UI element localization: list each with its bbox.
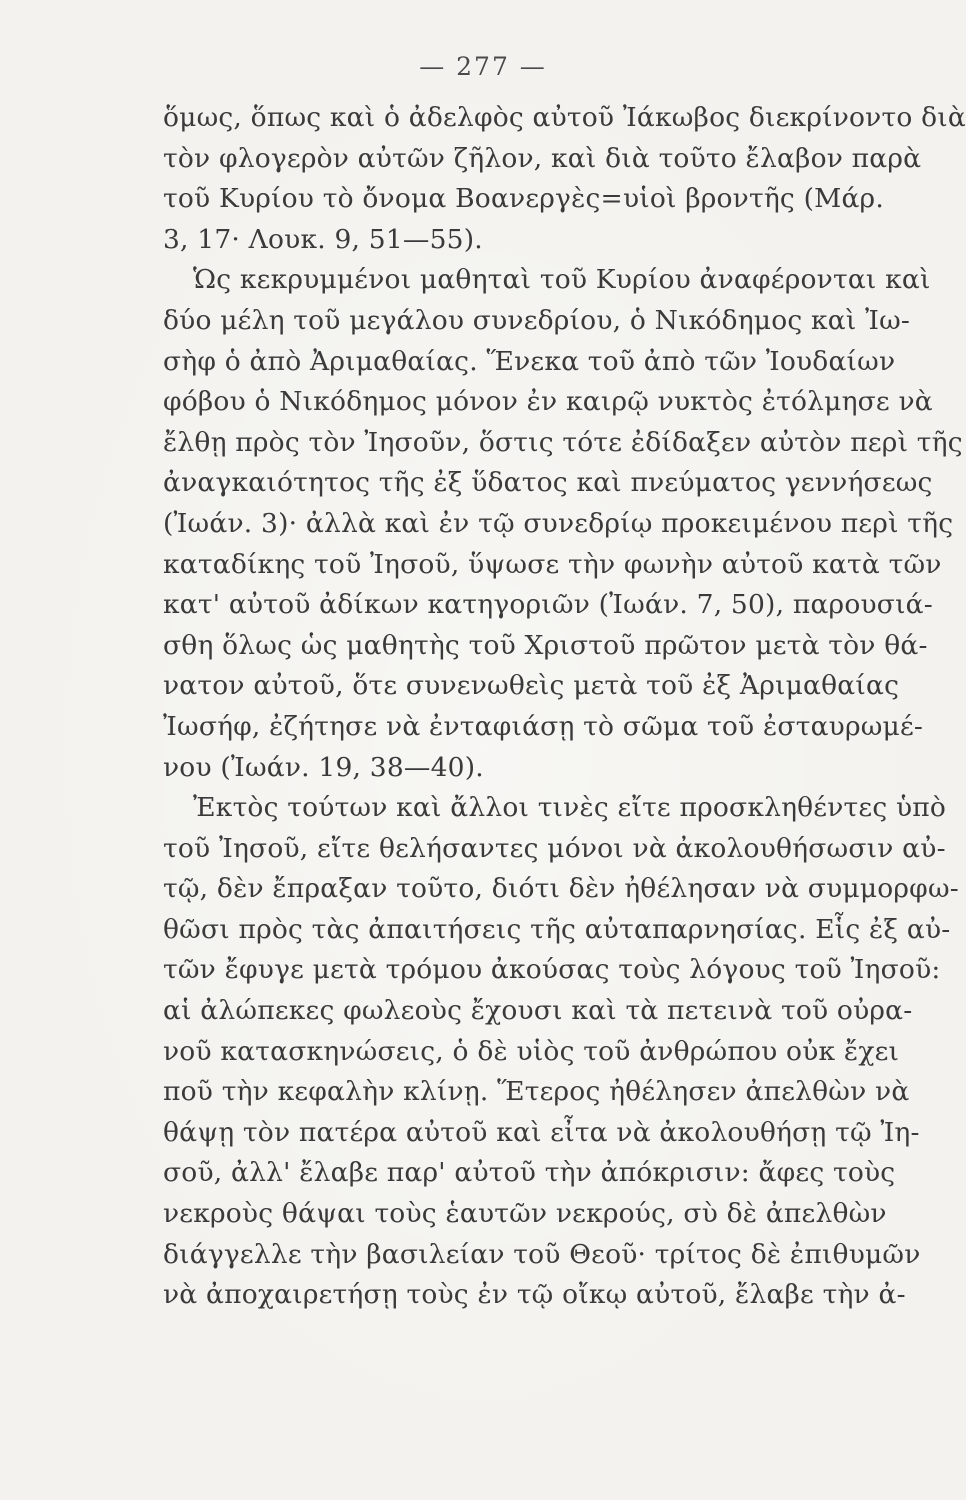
text-line: Ἰωσήφ, ἐζήτησε νὰ ἐνταφιάσῃ τὸ σῶμα τοῦ ἐσταυρωμέ- xyxy=(163,710,924,742)
text-line: σὴφ ὁ ἀπὸ Ἀριμαθαίας. Ἕνεκα τοῦ ἀπὸ τῶν Ἰουδαίων xyxy=(163,345,896,377)
text-line: (Ἰωάν. 3)· ἀλλὰ καὶ ἐν τῷ συνεδρίῳ προκειμένου περὶ τῆς xyxy=(163,507,954,539)
text-line: Ἐκτὸς τούτων καὶ ἄλλοι τινὲς εἴτε προσκληθέντες ὑπὸ xyxy=(193,792,947,824)
text-line: καταδίκης τοῦ Ἰησοῦ, ὕψωσε τὴν φωνὴν αὐτοῦ κατὰ τῶν xyxy=(163,548,942,580)
text-line: αἱ ἀλώπεκες φωλεοὺς ἔχουσι καὶ τὰ πετεινὰ τοῦ οὐρα- xyxy=(163,995,913,1027)
text-line: ἀναγκαιότητος τῆς ἐξ ὕδατος καὶ πνεύματος γεννήσεως xyxy=(163,467,933,499)
text-line: νατον αὐτοῦ, ὅτε συνενωθεὶς μετὰ τοῦ ἐξ Ἀριμαθαίας xyxy=(163,670,900,702)
text-line: τῶν ἔφυγε μετὰ τρόμου ἀκούσας τοὺς λόγους τοῦ Ἰησοῦ: xyxy=(163,954,941,986)
page-number: — 277 — xyxy=(419,52,547,81)
text-line: ποῦ τὴν κεφαλὴν κλίνῃ. Ἕτερος ἠθέλησεν ἀπελθὼν νὰ xyxy=(163,1076,910,1108)
text-line: νεκροὺς θάψαι τοὺς ἑαυτῶν νεκρούς, σὺ δὲ ἀπελθὼν xyxy=(163,1198,887,1230)
text-line: κατ' αὐτοῦ ἀδίκων κατηγοριῶν (Ἰωάν. 7, 50), παρουσιά- xyxy=(163,589,933,621)
text-line: τὸν φλογερὸν αὐτῶν ζῆλον, καὶ διὰ τοῦτο ἔλαβον παρὰ xyxy=(163,142,922,174)
text-line: ἔλθῃ πρὸς τὸν Ἰησοῦν, ὅστις τότε ἐδίδαξεν αὐτὸν περὶ τῆς xyxy=(163,426,963,458)
text-line: νοῦ κατασκηνώσεις, ὁ δὲ υἱὸς τοῦ ἀνθρώπου οὐκ ἔχει xyxy=(163,1035,900,1067)
text-line: τοῦ Ἰησοῦ, εἴτε θελήσαντες μόνοι νὰ ἀκολουθήσωσιν αὐ- xyxy=(163,832,946,864)
body-text xyxy=(163,98,966,1316)
text-line: ὅμως, ὅπως καὶ ὁ ἀδελφὸς αὐτοῦ Ἰάκωβος διεκρίνοντο διὰ xyxy=(163,102,966,133)
text-line: θάψῃ τὸν πατέρα αὐτοῦ καὶ εἶτα νὰ ἀκολουθήσῃ τῷ Ἰη- xyxy=(163,1116,920,1148)
text-line: τοῦ Κυρίου τὸ ὄνομα Βοανεργὲς=υἱοὶ βροντῆς (Μάρ. xyxy=(163,183,884,215)
text-line: νὰ ἀποχαιρετήσῃ τοὺς ἐν τῷ οἴκῳ αὐτοῦ, ἔλαβε τὴν ἀ- xyxy=(163,1279,906,1311)
text-line: φόβου ὁ Νικόδημος μόνον ἐν καιρῷ νυκτὸς ἐτόλμησε νὰ xyxy=(163,386,933,418)
text-line: θῶσι πρὸς τὰς ἀπαιτήσεις τῆς αὐταπαρνησίας. Εἷς ἐξ αὐ- xyxy=(163,913,951,945)
text-line: νου (Ἰωάν. 19, 38—40). xyxy=(163,751,484,783)
text-line: 3, 17· Λουκ. 9, 51—55). xyxy=(163,223,483,255)
text-line: δύο μέλη τοῦ μεγάλου συνεδρίου, ὁ Νικόδημος καὶ Ἰω- xyxy=(163,304,911,336)
text-line: σθη ὅλως ὡς μαθητὴς τοῦ Χριστοῦ πρῶτον μετὰ τὸν θά- xyxy=(163,629,928,661)
text-line: σοῦ, ἀλλ' ἔλαβε παρ' αὐτοῦ τὴν ἀπόκρισιν: ἄφες τοὺς xyxy=(163,1157,896,1189)
text-line: διάγγελλε τὴν βασιλείαν τοῦ Θεοῦ· τρίτος δὲ ἐπιθυμῶν xyxy=(163,1238,921,1270)
text-line: τῷ, δὲν ἔπραξαν τοῦτο, διότι δὲν ἠθέλησαν νὰ συμμορφω- xyxy=(163,873,959,905)
text-line: Ὡς κεκρυμμένοι μαθηταὶ τοῦ Κυρίου ἀναφέρονται καὶ xyxy=(193,264,931,296)
